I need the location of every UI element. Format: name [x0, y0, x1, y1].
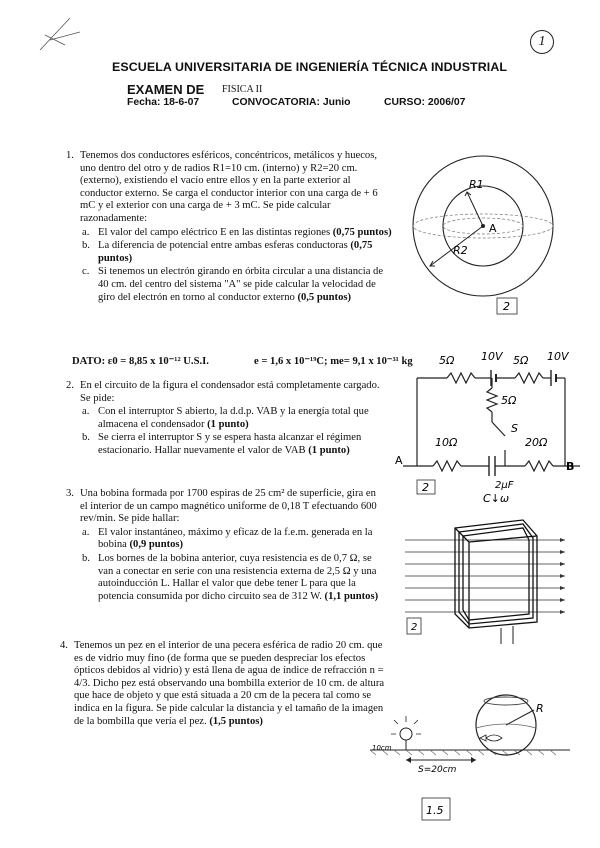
handwritten-note: C↓ω: [483, 492, 510, 505]
question-3: [66, 488, 380, 603]
resistor-top-left-label: 5Ω: [439, 354, 455, 367]
distance-label: S=20cm: [418, 765, 457, 775]
question-2: [66, 380, 380, 458]
score-box-3: 2: [411, 622, 418, 633]
resistor-middle-label: 5Ω: [501, 394, 517, 407]
scribble-mark: [30, 10, 90, 60]
circuit-figure: [395, 346, 580, 506]
exam-session: CONVOCATORIA: Junio: [232, 97, 351, 108]
question-number: 2.: [66, 380, 74, 391]
question-text: Tenemos un pez en el interior de una pecera esférica de radio 20 cm. que es de vidrio muy fino (de forma que se pueden despreciar los efectos ópticos debidos al vidrio) y está llena de agua de índice de refracción n = 4/3. Dicho pez está observando una bombilla exterior de 10 cm. de altura que hace de objeto y que está situada a 20 cm de la pecera tal como se indica en la figura. Se pide calcular la distancia y el tamaño de la imagen de la bombilla que vería el pez.: [74, 640, 385, 727]
score-box-2: 2: [422, 481, 429, 494]
question-intro: Una bobina formada por 1700 espiras de 25 cm² de superficie, gira en el interior de un campo magnético uniforme de 0,18 T efectuando 600 rev/min. Se pide hallar:: [80, 488, 377, 525]
question-4: [60, 640, 386, 728]
battery-top-left-label: 10V: [481, 350, 503, 363]
node-a-label: A: [395, 454, 403, 467]
switch-label: S: [511, 422, 518, 435]
battery-top-right-label: 10V: [547, 350, 569, 363]
question-intro: En el circuito de la figura el condensador está completamente cargado. Se pide:: [80, 380, 380, 404]
exam-date: Fecha: 18-6-07: [127, 97, 200, 108]
exam-course: CURSO: 2006/07: [384, 97, 466, 108]
subquestion-c: c. Si tenemos un electrón girando en órbita circular a una distancia de 40 cm. del centro del sistema "A" se pide calcular la velocidad de giro del electrón en torno al conductor externo (0,5 puntos): [82, 266, 384, 303]
resistor-right-label: 20Ω: [525, 436, 548, 449]
exam-label: EXAMEN DE: [127, 82, 205, 97]
score-box-4: 1.5: [426, 804, 444, 817]
score-box-1: 2: [503, 300, 510, 313]
center-a-label: A: [489, 222, 497, 235]
fishbowl-figure: [370, 690, 575, 840]
concentric-spheres-figure: [405, 148, 570, 318]
question-number: 3.: [66, 488, 74, 499]
subquestion-a: a. El valor instantáneo, máximo y eficaz de la f.e.m. generada en la bobina (0,9 puntos): [82, 526, 373, 551]
page-number: 1: [538, 34, 546, 49]
question-1: [66, 150, 394, 304]
question-points: (1,5 puntos): [209, 715, 263, 727]
subquestion-a: a. Con el interruptor S abierto, la d.d.p. VAB y la energía total que almacena el condensador (1 punto): [82, 406, 369, 430]
question-intro: Tenemos dos conductores esféricos, concéntricos, metálicos y huecos, uno dentro del otro y de radios R1=10 cm. (interno) y R2=20 cm. (externo), existiendo el vacío entre ellos y en la parte exterior al conductor externo. Se carga el conductor interior con una carga de + 6 mC y el exterior con una carga de + 3 mC. Se pide calcular razonadamente:: [80, 150, 378, 224]
bulb-height-label: 10cm: [372, 744, 392, 752]
data-constants: DATO: ε0 = 8,85 x 10⁻¹² U.S.I.: [72, 356, 209, 367]
node-b-label: B: [566, 460, 575, 473]
school-title: ESCUELA UNIVERSITARIA DE INGENIERÍA TÉCNICA INDUSTRIAL: [112, 60, 508, 74]
radius-r1-label: R1: [469, 178, 484, 191]
subquestion-b: b. Se cierra el interruptor S y se espera hasta alcanzar el régimen estacionario. Hallar nuevamente el valor de VAB (1 punto): [82, 432, 362, 456]
resistor-top-right-label: 5Ω: [513, 354, 529, 367]
resistor-left-label: 10Ω: [435, 436, 458, 449]
subquestion-b: b. La diferencia de potencial entre ambas esferas conductoras (0,75 puntos): [82, 240, 373, 264]
radius-r2-label: R2: [453, 244, 468, 257]
bowl-radius-label: R: [536, 702, 544, 715]
page-number-badge: [530, 30, 554, 54]
data-charge-mass: e = 1,6 x 10⁻¹⁹C; me= 9,1 x 10⁻³¹ kg: [254, 356, 413, 367]
question-number: 1.: [66, 150, 74, 161]
question-number: 4.: [60, 640, 68, 651]
subquestion-a: a. El valor del campo eléctrico E en las distintas regiones (0,75 puntos): [82, 226, 392, 238]
exam-subject: FISICA II: [222, 84, 263, 95]
rotating-coil-figure: [405, 510, 570, 645]
subquestion-b: b. Los bornes de la bobina anterior, cuya resistencia es de 0,7 Ω, se van a conectar en serie con una resistencia externa de 2,5 Ω y una autoinducción L. Hallar el valor que debe tener L para que la potencia consumida por dicho circuito sea de 312 W. (1,1 puntos): [82, 552, 379, 602]
capacitor-label: 2μF: [495, 480, 514, 491]
